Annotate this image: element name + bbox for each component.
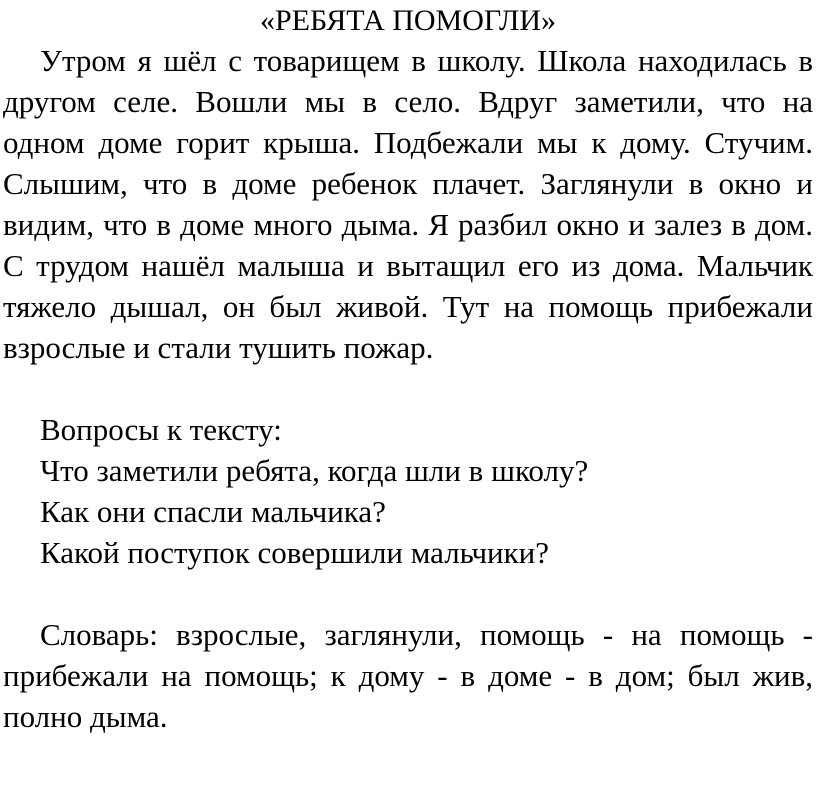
question-item: Как они спасли мальчика? [40,494,386,529]
questions-heading: Вопросы к тексту: [40,412,282,447]
questions-section [3,409,813,573]
question-item: Какой поступок совершили мальчики? [40,535,550,570]
story-text: Утром я шёл с товарищем в школу. Школа находилась в другом селе. Вошли мы в село. Вдруг заметили, что на одном доме горит крыша. Подбежали мы к дому. Стучим. Слышим, что в доме ребенок плачет. Заглянули в окно и видим, что в доме много дыма. Я разбил окно и залез в дом. С трудом нашёл малыша и вытащил его из дома. Мальчик тяжело дышал, он был живой. Тут на помощь прибежали взрослые и стали тушить пожар. [3,43,813,365]
spacer [3,573,813,614]
question-item: Что заметили ребята, когда шли в школу? [40,453,589,488]
story-title: «РЕБЯТА ПОМОГЛИ» [259,4,556,37]
spacer [3,368,813,409]
vocabulary-text: Словарь: взрослые, заглянули, помощь - на помощь - прибежали на помощь; к дому - в доме - в дом; был жив, полно дыма. [3,617,813,734]
